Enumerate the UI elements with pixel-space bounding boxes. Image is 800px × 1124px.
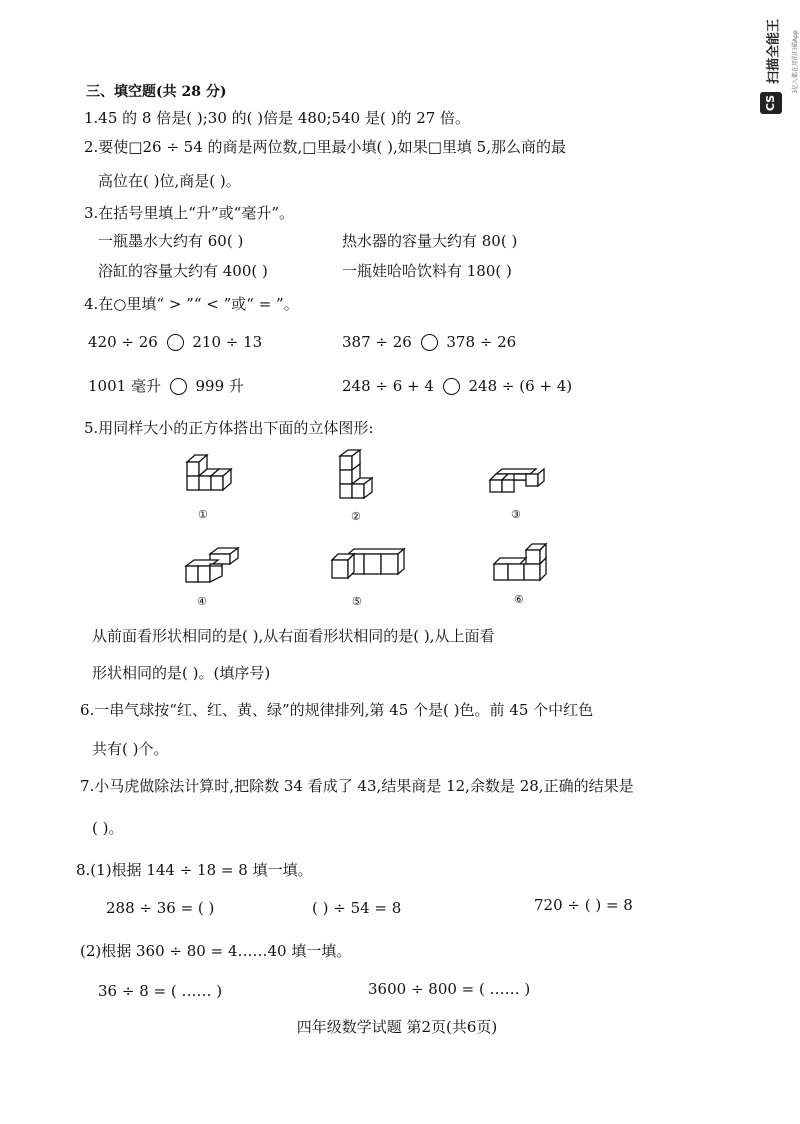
question-3a: 一瓶墨水大约有 60( ) [98,232,244,250]
question-2-line2: 高位在( )位,商是( )。 [98,172,241,190]
question-8-p1b: ( ) ÷ 54 = 8 [312,899,402,917]
figure-label-1: ① [198,508,208,521]
watermark-tagline: 3亿人都在用的扫描App [792,30,800,94]
compare-circle-icon [170,378,187,395]
question-8-p1a: 288 ÷ 36 = ( ) [106,899,215,917]
compare-circle-icon [443,378,460,395]
figure-label-4: ④ [197,595,207,608]
cube-figure-5 [328,548,408,584]
compare-b-left: 387 ÷ 26 [342,333,412,351]
cube-figure-2 [336,448,388,508]
page-footer: 四年级数学试题 第2页(共6页) [296,1018,498,1036]
question-1: 1.45 的 8 倍是( );30 的( )倍是 480;540 是( )的 27 倍。 [84,109,471,127]
cube-figure-6 [490,542,554,586]
question-8-p2b: 3600 ÷ 800 = ( …… ) [368,980,531,998]
compare-d-left: 248 ÷ 6 + 4 [342,377,434,395]
compare-circle-icon [167,334,184,351]
compare-a-left: 420 ÷ 26 [88,333,158,351]
compare-a-right: 210 ÷ 13 [192,333,263,351]
question-8-part1: 8.(1)根据 144 ÷ 18 = 8 填一填。 [76,861,313,879]
question-8-p2a: 36 ÷ 8 = ( …… ) [98,982,223,1000]
question-3c: 浴缸的容量大约有 400( ) [98,262,268,280]
question-3-title: 3.在括号里填上“升”或“毫升”。 [84,204,294,222]
question-7-line1: 7.小马虎做除法计算时,把除数 34 看成了 43,结果商是 12,余数是 28,正确的结果是 [80,777,634,795]
question-5-line1: 从前面看形状相同的是( ),从右面看形状相同的是( ),从上面看 [92,627,495,645]
compare-b-right: 378 ÷ 26 [446,333,517,351]
compare-c-right: 999 升 [195,377,244,395]
compare-row-c [88,376,244,396]
compare-row-a [88,332,262,352]
compare-c-left: 1001 毫升 [88,377,161,395]
question-5-line2: 形状相同的是( )。(填序号) [92,664,271,682]
question-6-line2: 共有( )个。 [92,740,169,758]
compare-d-right: 248 ÷ (6 + 4) [468,377,573,395]
figure-label-2: ② [351,510,361,523]
cs-logo-icon: CS [760,92,782,114]
question-7-line2: ( )。 [92,819,124,837]
section-title: 三、填空题(共 28 分) [86,84,227,100]
cube-figure-4 [182,546,242,590]
figure-label-5: ⑤ [352,595,362,608]
question-5-title: 5.用同样大小的正方体搭出下面的立体图形: [84,419,374,437]
compare-circle-icon [421,334,438,351]
question-3b: 热水器的容量大约有 80( ) [342,232,518,250]
watermark-brand: 扫描全能王 [766,19,782,85]
cube-figure-3 [486,468,548,500]
question-3d: 一瓶娃哈哈饮料有 180( ) [342,262,512,280]
question-8-part2: (2)根据 360 ÷ 80 = 4……40 填一填。 [80,942,352,960]
question-6-line1: 6.一串气球按“红、红、黄、绿”的规律排列,第 45 个是( )色。前 45 个中红色 [80,701,594,719]
figure-label-6: ⑥ [514,593,524,606]
scanner-watermark [760,14,786,134]
compare-row-d [342,376,572,396]
compare-row-b [342,332,516,352]
cube-figure-1 [183,452,245,504]
question-4-title: 4.在○里填“ > ”“ < ”或“ = ”。 [84,295,299,313]
figure-label-3: ③ [511,508,521,521]
question-8-p1c: 720 ÷ ( ) = 8 [534,896,633,914]
question-2-line1: 2.要使□26 ÷ 54 的商是两位数,□里最小填( ),如果□里填 5,那么商的最 [84,138,566,156]
